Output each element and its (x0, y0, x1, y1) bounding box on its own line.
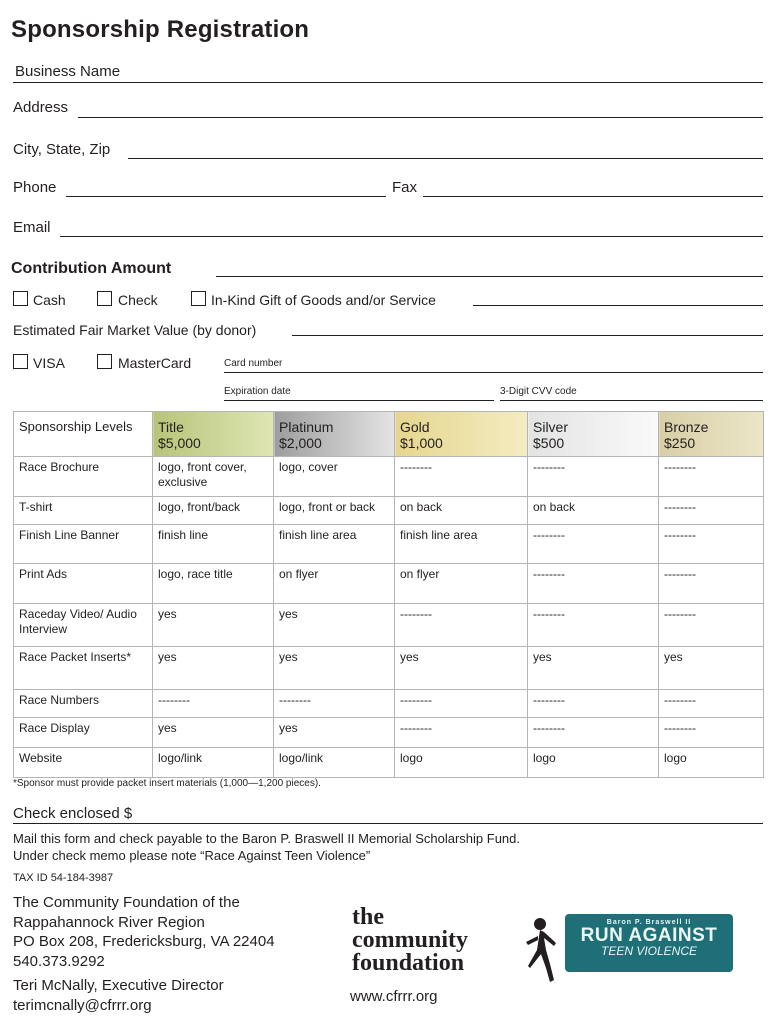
contribution-heading: Contribution Amount (11, 260, 172, 277)
community-foundation-logo (352, 906, 468, 975)
email-label: Email (13, 219, 51, 236)
table-cell: -------- (659, 718, 764, 748)
table-cell: logo, front or back (274, 497, 395, 525)
table-cell: finish line area (395, 525, 528, 564)
table-cell: logo, front cover, exclusive (153, 457, 274, 497)
table-row (14, 718, 764, 748)
sponsorship-levels-header: Sponsorship Levels (14, 412, 153, 457)
level-header-title: Title $5,000 (153, 412, 274, 457)
table-cell: logo (528, 748, 659, 778)
fax-field[interactable] (423, 196, 763, 197)
table-cell: -------- (659, 497, 764, 525)
address-field[interactable] (78, 117, 763, 118)
run-against-teen-violence-logo (565, 914, 733, 972)
insert-footnote: *Sponsor must provide packet insert materials (1,000—1,200 pieces). (13, 778, 321, 789)
row-label: Race Numbers (14, 690, 153, 718)
table-cell: on back (528, 497, 659, 525)
row-label: T-shirt (14, 497, 153, 525)
fax-label: Fax (392, 179, 418, 196)
table-cell: logo, cover (274, 457, 395, 497)
row-label: Print Ads (14, 564, 153, 604)
check-label: Check (118, 292, 158, 308)
table-row (14, 690, 764, 718)
level-header-gold: Gold $1,000 (395, 412, 528, 457)
business-name-label: Business Name (15, 63, 121, 80)
check-checkbox[interactable] (97, 291, 112, 306)
mail-line-2: Under check memo please note “Race Against Teen Violence” (13, 848, 371, 863)
website-url: www.cfrrr.org (350, 988, 438, 1005)
table-cell: logo/link (153, 748, 274, 778)
table-row (14, 525, 764, 564)
table-cell: yes (395, 647, 528, 690)
table-cell: -------- (153, 690, 274, 718)
table-cell: yes (274, 718, 395, 748)
cash-checkbox[interactable] (13, 291, 28, 306)
event-logo-top: Baron P. Braswell II (606, 919, 692, 926)
table-cell: -------- (659, 690, 764, 718)
table-cell: logo, front/back (153, 497, 274, 525)
in-kind-checkbox[interactable] (191, 291, 206, 306)
table-cell: -------- (528, 457, 659, 497)
table-cell: on back (395, 497, 528, 525)
phone-label: Phone (13, 179, 57, 196)
event-logo-sub: TEEN VIOLENCE (600, 944, 698, 958)
table-cell: -------- (528, 718, 659, 748)
org-line-2: Rappahannock River Region (13, 913, 205, 931)
logo-line-2: community (352, 927, 468, 953)
card-number-field[interactable] (224, 372, 763, 373)
table-cell: -------- (528, 690, 659, 718)
mastercard-checkbox[interactable] (97, 354, 112, 369)
contact-name: Teri McNally, Executive Director (13, 977, 224, 994)
table-row (14, 457, 764, 497)
row-label: Website (14, 748, 153, 778)
check-enclosed-label: Check enclosed $ (13, 805, 133, 822)
table-cell: -------- (395, 604, 528, 647)
table-cell: -------- (659, 564, 764, 604)
level-header-platinum: Platinum $2,000 (274, 412, 395, 457)
event-logo-main: RUN AGAINST (580, 925, 718, 946)
table-row (14, 748, 764, 778)
in-kind-label: In-Kind Gift of Goods and/or Service (211, 292, 436, 308)
table-cell: finish line (153, 525, 274, 564)
level-header-silver: Silver $500 (528, 412, 659, 457)
table-cell: -------- (659, 604, 764, 647)
tax-id: TAX ID 54-184-3987 (13, 872, 114, 884)
expiration-field[interactable] (224, 400, 494, 401)
table-cell: yes (528, 647, 659, 690)
table-cell: -------- (395, 457, 528, 497)
table-cell: -------- (274, 690, 395, 718)
table-cell: yes (153, 647, 274, 690)
row-label: Race Brochure (14, 457, 153, 497)
table-header-row (14, 412, 764, 457)
page-title: Sponsorship Registration (11, 16, 310, 43)
table-cell: logo (395, 748, 528, 778)
table-cell: -------- (528, 604, 659, 647)
phone-field[interactable] (66, 196, 386, 197)
card-number-label: Card number (224, 358, 283, 369)
table-cell: yes (274, 647, 395, 690)
sponsorship-table (13, 411, 764, 778)
org-line-1: The Community Foundation of the (13, 894, 240, 911)
org-line-3: PO Box 208, Fredericksburg, VA 22404 (13, 933, 275, 950)
mail-instructions (13, 830, 520, 864)
contact-email: terimcnally@cfrrr.org (13, 996, 152, 1014)
email-field[interactable] (60, 236, 763, 237)
table-row (14, 604, 764, 647)
fair-market-label: Estimated Fair Market Value (by donor) (13, 322, 257, 338)
table-cell: finish line area (274, 525, 395, 564)
expiration-label: Expiration date (224, 386, 291, 397)
table-row (14, 564, 764, 604)
table-cell: yes (659, 647, 764, 690)
table-cell: -------- (395, 690, 528, 718)
table-cell: yes (274, 604, 395, 647)
city-state-zip-label: City, State, Zip (13, 141, 111, 158)
runner-icon (520, 916, 560, 991)
row-label: Raceday Video/ Audio Interview (14, 604, 153, 647)
table-cell: -------- (659, 525, 764, 564)
table-cell: -------- (659, 457, 764, 497)
table-cell: logo, race title (153, 564, 274, 604)
table-cell: yes (153, 604, 274, 647)
row-label: Finish Line Banner (14, 525, 153, 564)
visa-label: VISA (33, 355, 65, 371)
table-cell: -------- (528, 564, 659, 604)
visa-checkbox[interactable] (13, 354, 28, 369)
business-name-field[interactable] (13, 82, 763, 83)
mastercard-label: MasterCard (118, 355, 192, 371)
logo-line-3: foundation (352, 950, 465, 976)
table-cell: on flyer (274, 564, 395, 604)
table-cell: logo (659, 748, 764, 778)
mail-line-1: Mail this form and check payable to the Baron P. Braswell II Memorial Scholarship Fund. (13, 831, 520, 846)
table-cell: -------- (395, 718, 528, 748)
cvv-field[interactable] (500, 400, 763, 401)
level-header-bronze: Bronze $250 (659, 412, 764, 457)
table-cell: yes (153, 718, 274, 748)
cash-label: Cash (33, 292, 66, 308)
table-row (14, 497, 764, 525)
contribution-amount-field[interactable] (216, 276, 763, 277)
table-cell: on flyer (395, 564, 528, 604)
table-row (14, 647, 764, 690)
fair-market-field[interactable] (292, 335, 763, 336)
organization-address (13, 893, 275, 1015)
table-cell: -------- (528, 525, 659, 564)
row-label: Race Packet Inserts* (14, 647, 153, 690)
in-kind-field[interactable] (473, 305, 763, 306)
check-enclosed-field[interactable] (13, 823, 763, 824)
org-line-4: 540.373.9292 (13, 952, 105, 970)
logo-line-1: the (352, 904, 384, 930)
cvv-label: 3-Digit CVV code (500, 386, 577, 397)
row-label: Race Display (14, 718, 153, 748)
table-cell: logo/link (274, 748, 395, 778)
address-label: Address (13, 99, 69, 116)
city-state-zip-field[interactable] (128, 158, 763, 159)
